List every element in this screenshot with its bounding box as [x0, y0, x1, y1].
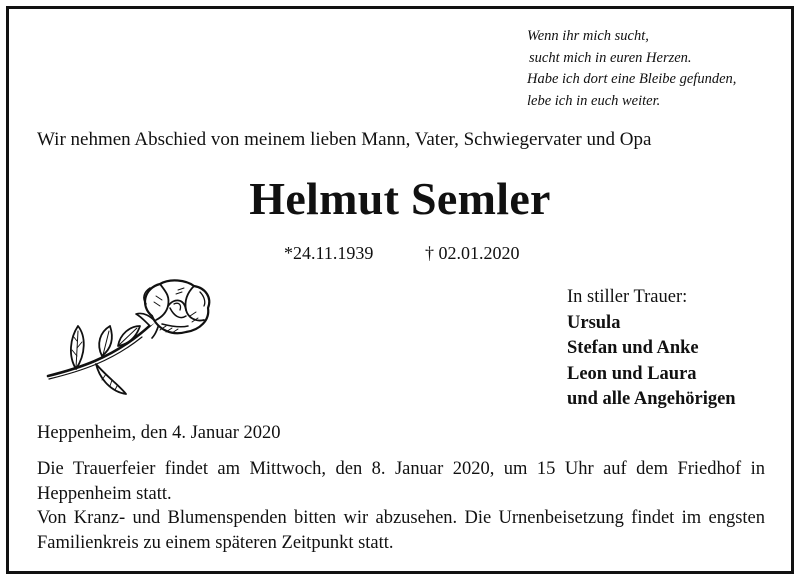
mourner-name: Leon und Laura [567, 363, 697, 384]
place-date: Heppenheim, den 4. Januar 2020 [37, 423, 281, 443]
poem-line: Habe ich dort eine Bleibe gefunden, [527, 71, 737, 87]
mourners-heading: In stiller Trauer: [567, 287, 688, 307]
notice-paragraph: Die Trauerfeier findet am Mittwoch, den 8. Januar 2020, um 15 Uhr auf dem Friedhof in Heppenheim statt. [37, 459, 765, 504]
mourners-block [567, 285, 736, 413]
funeral-notice [37, 457, 765, 555]
intro-text: Wir nehmen Abschied von meinem lieben Mann, Vater, Schwiegervater und Opa [37, 129, 652, 150]
death-date: † 02.01.2020 [425, 243, 520, 263]
mourner-name: Stefan und Anke [567, 338, 699, 358]
birth-date: *24.11.1939 [284, 243, 374, 263]
mourner-name: Ursula [567, 312, 621, 333]
poem-line: Wenn ihr mich sucht, [527, 28, 649, 44]
poem-line: lebe ich in euch weiter. [527, 92, 661, 109]
mourner-name: und alle Angehörigen [567, 389, 736, 409]
notice-paragraph: Von Kranz- und Blumenspenden bitten wir abzusehen. Die Urnenbeisetzung findet im engsten Familienkreis zu einem späteren Zeitpunkt statt. [37, 508, 765, 553]
rose-icon [40, 276, 220, 401]
poem-line: sucht mich in euren Herzen. [529, 49, 692, 66]
deceased-name: Helmut Semler [249, 173, 551, 224]
poem [527, 26, 736, 112]
